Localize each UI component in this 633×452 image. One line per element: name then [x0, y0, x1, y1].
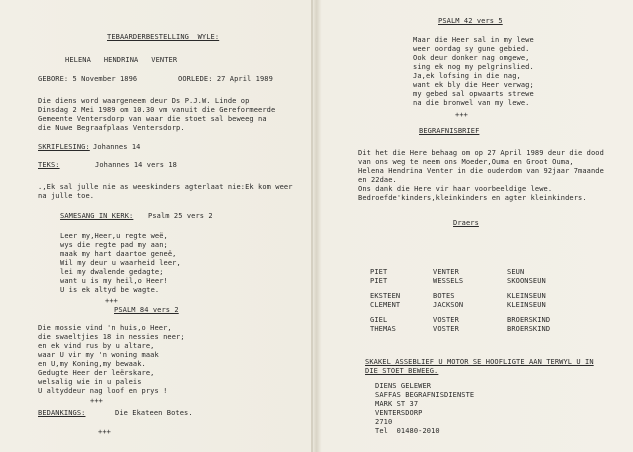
scripture-reading: Johannes 14	[93, 143, 141, 151]
bearer-surname: VENTER	[433, 268, 459, 276]
text-reference: Johannes 14 vers 18	[95, 161, 177, 169]
service-line: die Nuwe Begraafplaas Ventersdorp.	[38, 124, 185, 132]
undertaker-line: MARK ST 37	[375, 400, 419, 408]
psalm-84-heading: PSALM 84 vers 2	[114, 306, 179, 314]
undertaker-phone: Tel 01480-2010	[375, 427, 440, 435]
deceased-name: HELENA HENDRINA VENTER	[65, 56, 178, 64]
service-line: Gemeente Ventersdorp van waar die stoet sal beweeg na	[38, 115, 267, 123]
bearer-relation: KLEINSEUN	[507, 301, 546, 309]
bearer-first-name: EKSTEEN	[370, 292, 401, 300]
birth-date: GEBORE: 5 November 1896	[38, 75, 138, 83]
thanks-label: BEDANKINGS:	[38, 409, 86, 417]
order-of-service-heading: TEBAARDERBESTELLING WYLE:	[107, 33, 220, 41]
psalm-line: welsalig wie in u paleis	[38, 378, 142, 386]
hymn-line: U is ek altyd be wagte.	[60, 286, 160, 294]
section-divider: +++	[105, 297, 118, 305]
psalm-line: na die bronwel van my lewe.	[413, 99, 530, 107]
psalm-line: Maar die Heer sal in my lewe	[413, 36, 534, 44]
hymn-line: want u is my heil,o Heer!	[60, 277, 168, 285]
notice-line: en 22dae.	[358, 176, 397, 184]
undertaker-line: 2710	[375, 418, 393, 426]
bearer-relation: BROERSKIND	[507, 325, 551, 333]
bearer-surname: WESSELS	[433, 277, 464, 285]
bearer-surname: VOSTER	[433, 325, 459, 333]
psalm-line: waar U vir my 'n woning maak	[38, 351, 159, 359]
section-divider: +++	[455, 111, 468, 119]
psalm-line: en ek vind rus by u altare,	[38, 342, 155, 350]
page-fold	[311, 0, 313, 452]
text-label: TEKS:	[38, 161, 60, 169]
psalm-line: weer oordag sy gune gebied.	[413, 45, 530, 53]
headlights-request: DIE STOET BEWEEG.	[365, 367, 439, 375]
psalm-line: U altyddeur nag loof en prys !	[38, 387, 168, 395]
death-date: OORLEDE: 27 April 1989	[178, 75, 273, 83]
bearer-first-name: PIET	[370, 268, 388, 276]
psalm-line: my gebed sal opwaarts strewe	[413, 90, 534, 98]
scripture-reading-label: SKRIFLESING:	[38, 143, 90, 151]
scripture-quote: na julle toe.	[38, 192, 95, 200]
bearer-relation: SKOONSEUN	[507, 277, 546, 285]
section-divider: +++	[98, 428, 111, 436]
bearer-surname: BOTES	[433, 292, 455, 300]
hymn-line: maak my hart daartoe geneë,	[60, 250, 177, 258]
psalm-line: en U,my Koning,my bewaak.	[38, 360, 146, 368]
service-line: Dinsdag 2 Mei 1989 om 10.30 vm vanuit die Gereformeerde	[38, 106, 276, 114]
psalm-line: sing ek nog my pelgrinslied.	[413, 63, 534, 71]
notice-line: van ons weg te neem ons Moeder,Ouma en Groot Ouma,	[358, 158, 574, 166]
pallbearers-heading: Draers	[453, 219, 479, 227]
psalm-line: die swaeltjies 18 in nessies neer;	[38, 333, 185, 341]
bearer-relation: KLEINSEUN	[507, 292, 546, 300]
bearer-surname: JACKSON	[433, 301, 464, 309]
psalm-line: Ook deur donker nag omgewe,	[413, 54, 530, 62]
hymn-reference: Psalm 25 vers 2	[148, 212, 213, 220]
bearer-first-name: PIET	[370, 277, 388, 285]
psalm-42-heading: PSALM 42 vers 5	[438, 17, 503, 25]
section-divider: +++	[90, 397, 103, 405]
service-line: Die diens word waargeneem deur Ds P.J.W. Linde op	[38, 97, 250, 105]
bearer-relation: BROERSKIND	[507, 316, 551, 324]
funeral-notice-heading: BEGRAFNISBRIEF	[419, 127, 480, 135]
hymn-line: wys die regte pad my aan;	[60, 241, 168, 249]
hymn-heading: SAMESANG IN KERK:	[60, 212, 134, 220]
bearer-first-name: GIEL	[370, 316, 388, 324]
psalm-line: Ja,ek lofsing in die nag,	[413, 72, 521, 80]
hymn-line: Wil my deur u waarheid leer,	[60, 259, 181, 267]
bearer-surname: VOSTER	[433, 316, 459, 324]
notice-line: Ons dank die Here vir haar voorbeeldige lewe.	[358, 185, 553, 193]
psalm-line: Gedugte Heer der leërskare,	[38, 369, 155, 377]
scripture-quote: .,Ek sal julle nie as weeskinders agterlaat nie:Ek kom weer	[38, 183, 293, 191]
notice-line: Bedroefde'kinders,kleinkinders en agter kleinkinders.	[358, 194, 587, 202]
hymn-line: Leer my,Heer,u regte weë,	[60, 232, 168, 240]
notice-line: Dit het die Here behaag om op 27 April 1989 deur die dood	[358, 149, 604, 157]
hymn-line: lei my dwalende gedagte;	[60, 268, 164, 276]
bearer-first-name: THEMAS	[370, 325, 396, 333]
undertaker-line: VENTERSDORP	[375, 409, 423, 417]
headlights-request: SKAKEL ASSEBLIEF U MOTOR SE HOOFLIGTE AAN TERWYL U IN	[365, 358, 594, 366]
undertaker-line: DIENS GELEWER	[375, 382, 432, 390]
bearer-relation: SEUN	[507, 268, 525, 276]
notice-line: Helena Hendrina Venter in die ouderdom van 92jaar 7maande	[358, 167, 604, 175]
thanks-text: Die Ekateen Botes.	[115, 409, 193, 417]
psalm-line: Die mossie vind 'n huis,o Heer,	[38, 324, 172, 332]
psalm-line: want ek bly die Heer verwag;	[413, 81, 534, 89]
bearer-first-name: CLEMENT	[370, 301, 401, 309]
undertaker-line: SAFFAS BEGRAFNISDIENSTE	[375, 391, 475, 399]
